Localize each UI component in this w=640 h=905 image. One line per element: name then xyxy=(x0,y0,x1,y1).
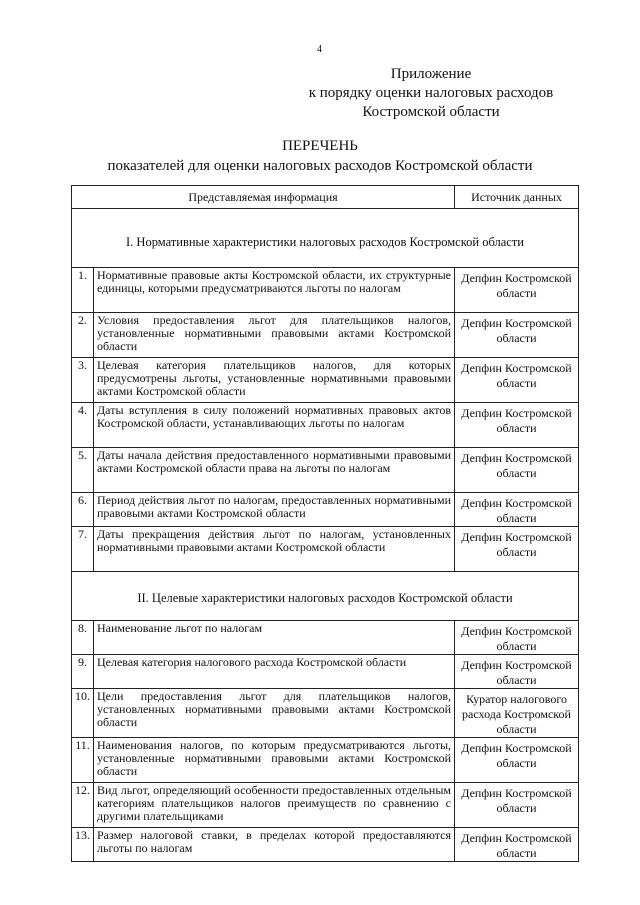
row-info: Нормативные правовые акты Костромской области, их структурные единицы, которыми предусматриваются льготы по налогам xyxy=(94,268,455,313)
row-number: 1. xyxy=(72,268,94,313)
row-source: Депфин Костромской области xyxy=(455,403,579,448)
row-number: 11. xyxy=(72,738,94,783)
section-title-2: II. Целевые характеристики налоговых расходов Костромской области xyxy=(72,572,579,621)
appendix-line-2: к порядку оценки налоговых расходов xyxy=(308,85,554,101)
row-source: Депфин Костромской области xyxy=(455,527,579,572)
row-source: Депфин Костромской области xyxy=(455,313,579,358)
row-source: Куратор налогового расхода Костромской области xyxy=(455,689,579,738)
row-number: 6. xyxy=(72,493,94,527)
row-info: Даты вступления в силу положений нормативных правовых актов Костромской области, устанавливающих льготы по налогам xyxy=(94,403,455,448)
document-subtitle: показателей для оценки налоговых расходов Костромской области xyxy=(107,158,533,174)
row-info: Целевая категория плательщиков налогов, для которых предусмотрены льготы, установленные нормативными правовыми актами Костромской области xyxy=(94,358,455,403)
row-source: Депфин Костромской области xyxy=(455,268,579,313)
row-info: Даты прекращения действия льгот по налогам, установленных нормативными правовыми актами Костромской области xyxy=(94,527,455,572)
row-source: Депфин Костромской области xyxy=(455,738,579,783)
row-info: Вид льгот, определяющий особенности предоставленных отдельным категориям плательщиков налогов преимуществ по сравнению с другими плательщиками xyxy=(94,783,455,828)
row-number: 4. xyxy=(72,403,94,448)
header-source: Источник данных xyxy=(455,186,579,209)
row-source: Депфин Костромской области xyxy=(455,358,579,403)
table-row xyxy=(72,527,579,572)
table-row xyxy=(72,783,579,828)
row-number: 3. xyxy=(72,358,94,403)
row-number: 9. xyxy=(72,655,94,689)
row-info: Размер налоговой ставки, в пределах которой предоставляются льготы по налогам xyxy=(94,828,455,862)
section-row-1 xyxy=(72,209,579,268)
indicators-table xyxy=(71,185,579,862)
row-info: Период действия льгот по налогам, предоставленных нормативными правовыми актами Костромской области xyxy=(94,493,455,527)
table-row xyxy=(72,313,579,358)
table-row xyxy=(72,493,579,527)
row-info: Наименования налогов, по которым предусматриваются льготы, установленные нормативными правовыми актами Костромской области xyxy=(94,738,455,783)
appendix-header xyxy=(300,65,562,122)
header-info: Представляемая информация xyxy=(72,186,455,209)
row-info: Целевая категория налогового расхода Костромской области xyxy=(94,655,455,689)
table-row xyxy=(72,268,579,313)
table-row xyxy=(72,403,579,448)
appendix-line-1: Приложение xyxy=(390,66,472,82)
row-number: 12. xyxy=(72,783,94,828)
row-source: Депфин Костромской области xyxy=(455,493,579,527)
row-source: Депфин Костромской области xyxy=(455,448,579,493)
table-row xyxy=(72,689,579,738)
row-source: Депфин Костромской области xyxy=(455,655,579,689)
table-row xyxy=(72,621,579,655)
row-info: Наименование льгот по налогам xyxy=(94,621,455,655)
row-number: 7. xyxy=(72,527,94,572)
table-row xyxy=(72,448,579,493)
row-number: 13. xyxy=(72,828,94,862)
table-row xyxy=(72,828,579,862)
row-info: Цели предоставления льгот для плательщиков налогов, установленных нормативными правовыми актами Костромской области xyxy=(94,689,455,738)
row-source: Депфин Костромской области xyxy=(455,828,579,862)
row-info: Даты начала действия предоставленного нормативными правовыми актами Костромской области права на льготы по налогам xyxy=(94,448,455,493)
table-header-row xyxy=(72,186,579,209)
page-number: 4 xyxy=(317,44,323,55)
row-source: Депфин Костромской области xyxy=(455,621,579,655)
table-row xyxy=(72,358,579,403)
row-number: 10. xyxy=(72,689,94,738)
section-row-2 xyxy=(72,572,579,621)
table-row xyxy=(72,738,579,783)
row-source: Депфин Костромской области xyxy=(455,783,579,828)
document-title: ПЕРЕЧЕНЬ xyxy=(282,138,358,154)
row-number: 5. xyxy=(72,448,94,493)
section-title-1: I. Нормативные характеристики налоговых расходов Костромской области xyxy=(72,209,579,268)
table-row xyxy=(72,655,579,689)
appendix-line-3: Костромской области xyxy=(362,104,500,120)
row-number: 2. xyxy=(72,313,94,358)
row-info: Условия предоставления льгот для плательщиков налогов, установленные нормативными правовыми актами Костромской области xyxy=(94,313,455,358)
row-number: 8. xyxy=(72,621,94,655)
